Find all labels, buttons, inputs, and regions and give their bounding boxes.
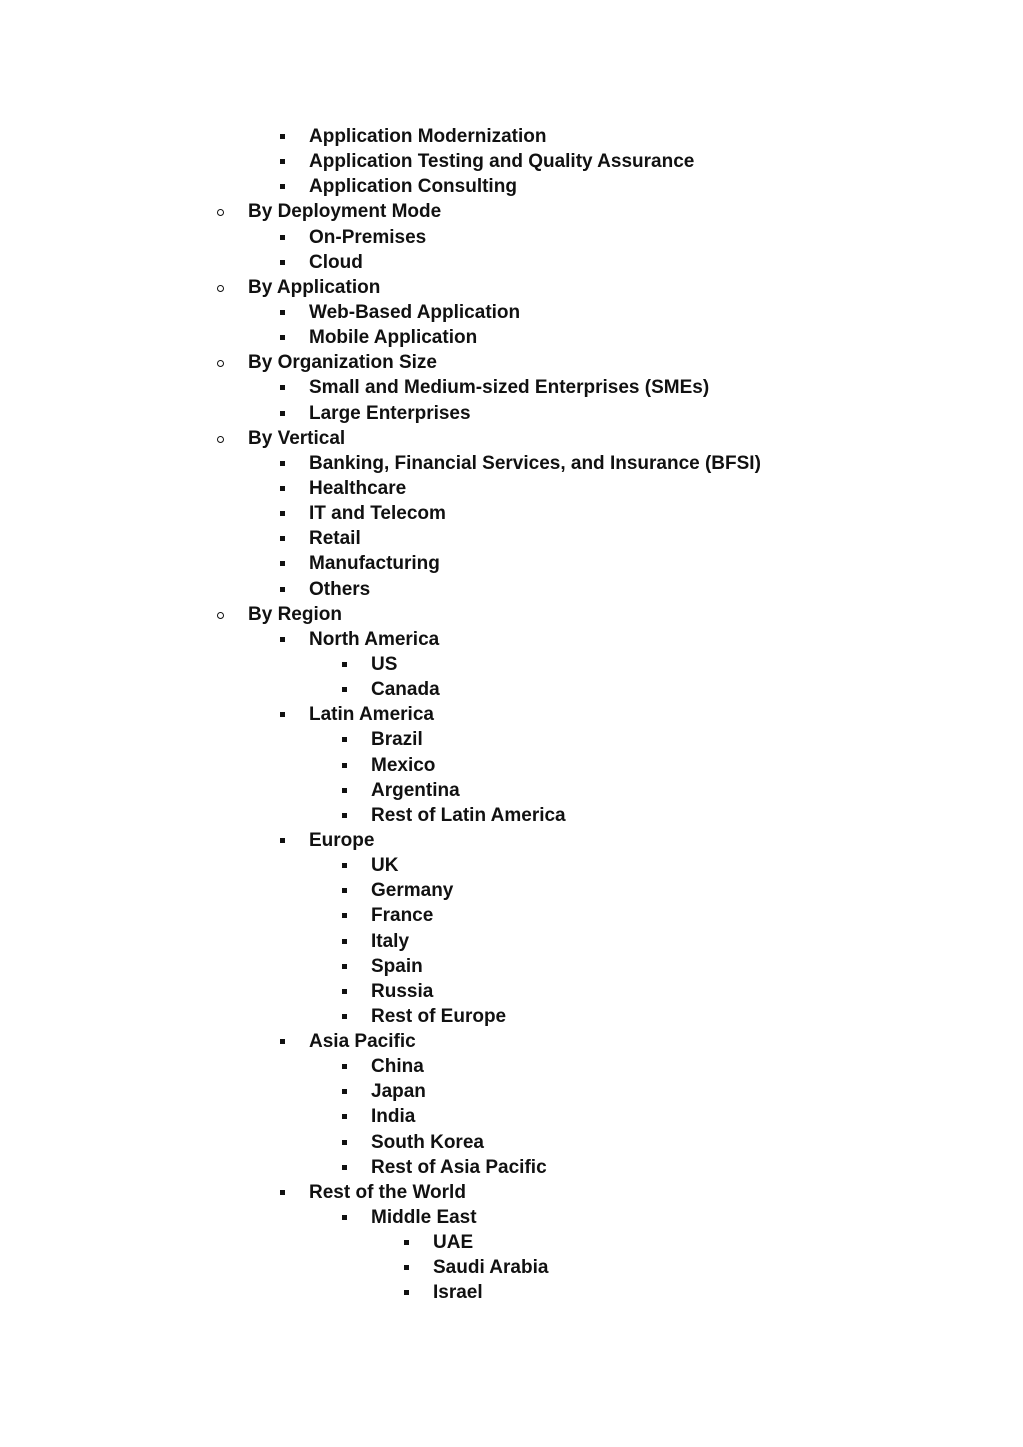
outline-item-text: Canada [371,679,440,701]
square-bullet-icon [280,536,285,541]
outline-heading [0,275,1023,300]
outline-item [0,652,1023,677]
outline-item [0,250,1023,275]
outline-item [0,577,1023,602]
circle-bullet-icon [217,360,224,367]
square-bullet-icon [280,587,285,592]
outline-item [0,149,1023,174]
outline-item [0,1054,1023,1079]
square-bullet-icon [342,1215,347,1220]
square-bullet-icon [342,863,347,868]
square-bullet-icon [342,888,347,893]
square-bullet-icon [404,1240,409,1245]
outline-item-text: By Vertical [248,427,346,449]
outline-item-text: Banking, Financial Services, and Insurance (BFSI) [309,452,761,474]
outline-item [0,727,1023,752]
outline-item-text: UK [371,855,399,877]
outline-item [0,1130,1023,1155]
outline-item-text: Web-Based Application [309,301,521,323]
outline-item-text: Japan [371,1081,426,1103]
outline-item-text: North America [309,628,440,650]
outline-item-text: Latin America [309,704,434,726]
square-bullet-icon [280,134,285,139]
square-bullet-icon [280,838,285,843]
outline-item-text: Large Enterprises [309,402,471,424]
circle-bullet-icon [217,209,224,216]
outline-item [0,1180,1023,1205]
square-bullet-icon [342,989,347,994]
outline-item-text: Saudi Arabia [433,1257,549,1279]
square-bullet-icon [342,788,347,793]
square-bullet-icon [342,1165,347,1170]
outline-item [0,778,1023,803]
outline-heading [0,426,1023,451]
outline-item-text: Application Modernization [309,126,547,147]
outline-item-text: Russia [371,980,434,1002]
outline-item-text: By Application [248,276,381,298]
outline-item [0,401,1023,426]
outline-item [0,325,1023,350]
square-bullet-icon [280,310,285,315]
square-bullet-icon [280,461,285,466]
outline-item [0,929,1023,954]
square-bullet-icon [404,1265,409,1270]
outline-item-text: Manufacturing [309,553,440,575]
circle-bullet-icon [217,285,224,292]
outline-item [0,300,1023,325]
square-bullet-icon [280,235,285,240]
outline-item [0,677,1023,702]
outline-item [0,1205,1023,1230]
square-bullet-icon [280,637,285,642]
outline-item-text: By Organization Size [248,352,437,374]
outline-item-text: Rest of Latin America [371,804,566,826]
outline-item [0,1104,1023,1129]
square-bullet-icon [342,913,347,918]
outline-item-text: US [371,653,398,675]
square-bullet-icon [342,1014,347,1019]
square-bullet-icon [280,159,285,164]
outline-item-text: On-Premises [309,226,427,248]
outline-item [0,878,1023,903]
square-bullet-icon [280,511,285,516]
square-bullet-icon [280,335,285,340]
outline-item-text: Application Consulting [309,176,517,198]
outline-item [0,627,1023,652]
outline-item-text: Small and Medium-sized Enterprises (SMEs) [309,377,710,399]
outline-item [0,551,1023,576]
square-bullet-icon [280,1039,285,1044]
square-bullet-icon [342,737,347,742]
outline-item-text: Asia Pacific [309,1031,416,1053]
circle-bullet-icon [217,612,224,619]
outline-item-text: Application Testing and Quality Assurance [309,151,695,173]
outline-item [0,526,1023,551]
square-bullet-icon [280,184,285,189]
outline-heading [0,199,1023,224]
outline-item [0,1004,1023,1029]
square-bullet-icon [280,561,285,566]
outline-item-text: France [371,905,434,927]
outline-item-text: Middle East [371,1207,477,1229]
outline-item [0,1255,1023,1280]
outline-item-text: Others [309,578,371,600]
outline-item [0,1230,1023,1255]
outline-item-text: Mexico [371,754,436,776]
outline-item-text: Cloud [309,251,363,273]
square-bullet-icon [280,260,285,265]
outline-item-text: Rest of the World [309,1181,466,1203]
square-bullet-icon [342,964,347,969]
outline-item-text: Argentina [371,779,460,801]
outline-item [0,853,1023,878]
square-bullet-icon [342,813,347,818]
square-bullet-icon [280,385,285,390]
outline-item-text: Retail [309,528,361,550]
circle-bullet-icon [217,436,224,443]
outline-item-text: UAE [433,1232,474,1254]
outline-item [0,1280,1023,1305]
outline-item [0,979,1023,1004]
outline-item-text: Italy [371,930,410,952]
outline-heading [0,350,1023,375]
outline-item [0,476,1023,501]
outline-item [0,225,1023,250]
square-bullet-icon [280,712,285,717]
outline-item-text: Israel [433,1282,483,1304]
outline-item-text: Mobile Application [309,327,478,349]
outline-item-text: Rest of Asia Pacific [371,1156,547,1178]
outline-item-text: Europe [309,829,375,851]
outline-item-text: South Korea [371,1131,484,1153]
outline-item [0,903,1023,928]
square-bullet-icon [280,411,285,416]
outline-heading [0,602,1023,627]
square-bullet-icon [280,1190,285,1195]
outline-item [0,954,1023,979]
square-bullet-icon [342,662,347,667]
outline-item-text: Spain [371,955,423,977]
outline-item-text: IT and Telecom [309,503,446,525]
outline-item [0,753,1023,778]
outline-item [0,174,1023,199]
square-bullet-icon [342,1140,347,1145]
outline-item-text: Rest of Europe [371,1005,507,1027]
outline-item [0,1029,1023,1054]
square-bullet-icon [342,1064,347,1069]
square-bullet-icon [342,1089,347,1094]
square-bullet-icon [342,763,347,768]
outline-item [0,375,1023,400]
outline-item [0,451,1023,476]
outline-item-text: By Region [248,603,342,625]
outline-item [0,702,1023,727]
outline-item-text: China [371,1056,424,1078]
outline-item [0,803,1023,828]
outline-item [0,1079,1023,1104]
document-outline [0,124,1023,1306]
outline-item [0,1155,1023,1180]
square-bullet-icon [342,939,347,944]
outline-item-text: Germany [371,880,454,902]
outline-item [0,124,1023,149]
outline-item-text: Brazil [371,729,423,751]
square-bullet-icon [280,486,285,491]
square-bullet-icon [342,687,347,692]
outline-item [0,828,1023,853]
square-bullet-icon [404,1290,409,1295]
outline-item-text: Healthcare [309,477,407,499]
outline-item-text: India [371,1106,416,1128]
outline-item-text: By Deployment Mode [248,201,442,223]
outline-item [0,501,1023,526]
square-bullet-icon [342,1114,347,1119]
